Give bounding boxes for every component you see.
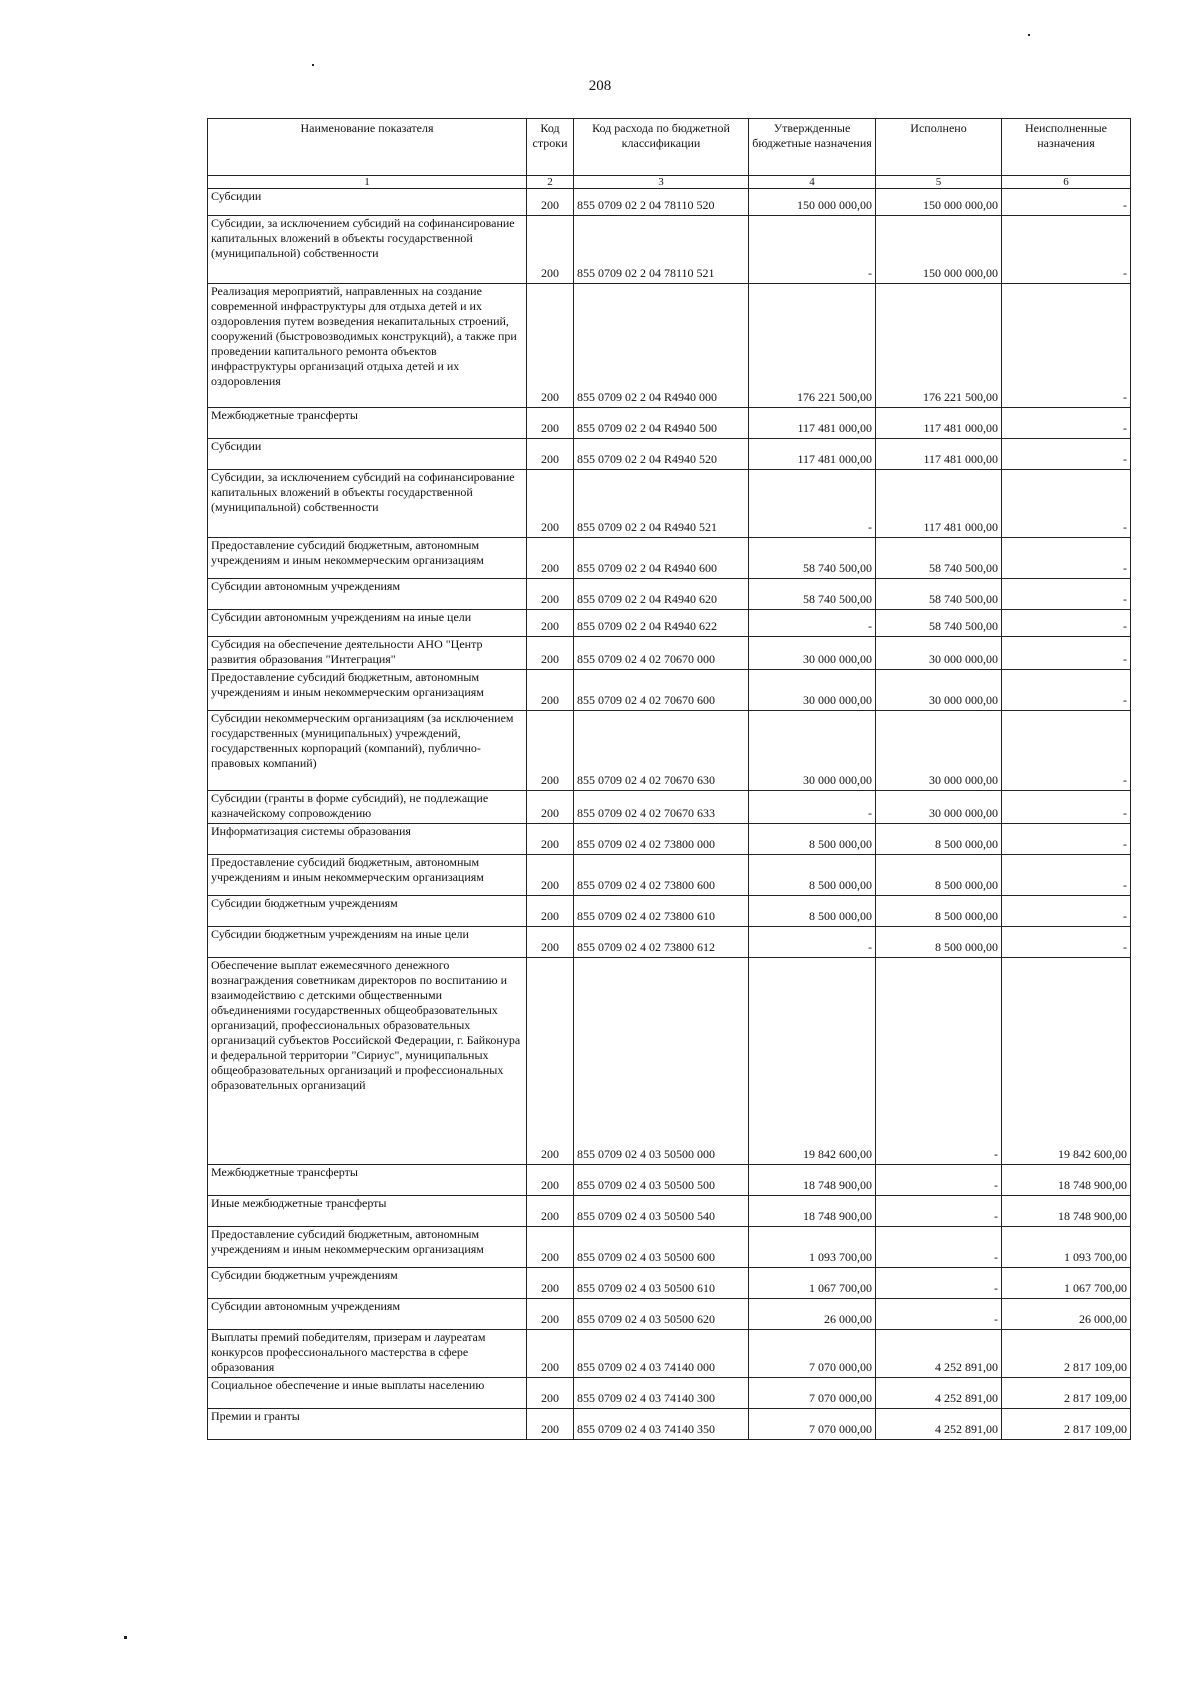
cell-name: Предоставление субсидий бюджетным, автономным учреждениям и иным некоммерческим организациям — [208, 538, 527, 579]
table-row — [208, 896, 1131, 927]
cell-executed: 4 252 891,00 — [876, 1330, 1002, 1378]
header-indicator-name: Наименование показателя — [208, 119, 527, 176]
cell-name: Выплаты премий победителям, призерам и лауреатам конкурсов профессионального мастерства в сфере образования — [208, 1330, 527, 1378]
cell-line: 200 — [527, 1268, 574, 1299]
cell-code: 855 0709 02 2 04 R4940 622 — [574, 610, 749, 637]
cell-line: 200 — [527, 855, 574, 896]
cell-name: Субсидии автономным учреждениям на иные цели — [208, 610, 527, 637]
cell-name: Предоставление субсидий бюджетным, автономным учреждениям и иным некоммерческим организациям — [208, 670, 527, 711]
cell-code: 855 0709 02 4 02 73800 610 — [574, 896, 749, 927]
table-row — [208, 189, 1131, 216]
cell-name: Субсидии, за исключением субсидий на софинансирование капитальных вложений в объекты государственной (муниципальной) собственности — [208, 216, 527, 284]
header-unexecuted: Неисполненные назначения — [1002, 119, 1131, 176]
cell-name: Субсидии бюджетным учреждениям на иные цели — [208, 927, 527, 958]
scan-speck — [1028, 34, 1030, 36]
cell-approved: 30 000 000,00 — [749, 711, 876, 791]
cell-code: 855 0709 02 4 03 50500 610 — [574, 1268, 749, 1299]
cell-approved: 7 070 000,00 — [749, 1378, 876, 1409]
cell-unexecuted: - — [1002, 927, 1131, 958]
cell-unexecuted: 2 817 109,00 — [1002, 1409, 1131, 1440]
cell-unexecuted: 18 748 900,00 — [1002, 1165, 1131, 1196]
cell-executed: 117 481 000,00 — [876, 439, 1002, 470]
cell-line: 200 — [527, 711, 574, 791]
cell-unexecuted: 2 817 109,00 — [1002, 1330, 1131, 1378]
table-row — [208, 1196, 1131, 1227]
cell-name: Субсидии автономным учреждениям — [208, 1299, 527, 1330]
cell-line: 200 — [527, 1196, 574, 1227]
header-approved: Утвержденные бюджетные назначения — [749, 119, 876, 176]
cell-approved: 8 500 000,00 — [749, 896, 876, 927]
cell-executed: - — [876, 958, 1002, 1165]
cell-executed: 58 740 500,00 — [876, 610, 1002, 637]
table-row — [208, 408, 1131, 439]
cell-name: Обеспечение выплат ежемесячного денежного вознаграждения советникам директоров по воспитанию и взаимодействию с детскими общественными объединениями государственных общеобразовательных организаций, профессиональных образовательных организаций субъектов Российской Федерации, г. Байконура и федеральной территории "Сириус", муниципальных общеобразовательных организаций и профессиональных образовательных организаций — [208, 958, 527, 1165]
cell-line: 200 — [527, 216, 574, 284]
table-row — [208, 1268, 1131, 1299]
table-row — [208, 791, 1131, 824]
table-row — [208, 470, 1131, 538]
cell-executed: 176 221 500,00 — [876, 284, 1002, 408]
cell-line: 200 — [527, 1330, 574, 1378]
budget-execution-table — [207, 118, 1131, 1440]
column-number: 4 — [749, 176, 876, 189]
cell-unexecuted: - — [1002, 637, 1131, 670]
cell-name: Межбюджетные трансферты — [208, 1165, 527, 1196]
cell-unexecuted: 1 093 700,00 — [1002, 1227, 1131, 1268]
cell-name: Субсидии — [208, 189, 527, 216]
cell-line: 200 — [527, 927, 574, 958]
cell-name: Субсидии автономным учреждениям — [208, 579, 527, 610]
cell-approved: 117 481 000,00 — [749, 408, 876, 439]
cell-unexecuted: - — [1002, 711, 1131, 791]
cell-name: Иные межбюджетные трансферты — [208, 1196, 527, 1227]
cell-unexecuted: 1 067 700,00 — [1002, 1268, 1131, 1299]
cell-name: Межбюджетные трансферты — [208, 408, 527, 439]
cell-unexecuted: - — [1002, 579, 1131, 610]
table-row — [208, 855, 1131, 896]
cell-code: 855 0709 02 4 03 74140 300 — [574, 1378, 749, 1409]
cell-approved: - — [749, 791, 876, 824]
cell-code: 855 0709 02 4 03 74140 350 — [574, 1409, 749, 1440]
cell-unexecuted: - — [1002, 670, 1131, 711]
cell-line: 200 — [527, 408, 574, 439]
cell-unexecuted: 18 748 900,00 — [1002, 1196, 1131, 1227]
page-number: 208 — [588, 78, 612, 94]
cell-unexecuted: 2 817 109,00 — [1002, 1378, 1131, 1409]
cell-name: Предоставление субсидий бюджетным, автономным учреждениям и иным некоммерческим организациям — [208, 1227, 527, 1268]
cell-approved: 18 748 900,00 — [749, 1165, 876, 1196]
cell-line: 200 — [527, 538, 574, 579]
cell-code: 855 0709 02 4 03 50500 540 — [574, 1196, 749, 1227]
cell-line: 200 — [527, 1409, 574, 1440]
column-number: 1 — [208, 176, 527, 189]
cell-unexecuted: - — [1002, 855, 1131, 896]
cell-line: 200 — [527, 958, 574, 1165]
cell-name: Информатизация системы образования — [208, 824, 527, 855]
scan-speck — [312, 64, 314, 66]
cell-line: 200 — [527, 670, 574, 711]
cell-unexecuted: - — [1002, 408, 1131, 439]
cell-code: 855 0709 02 4 02 70670 630 — [574, 711, 749, 791]
table-row — [208, 824, 1131, 855]
cell-code: 855 0709 02 2 04 R4940 000 — [574, 284, 749, 408]
cell-name: Предоставление субсидий бюджетным, автономным учреждениям и иным некоммерческим организациям — [208, 855, 527, 896]
cell-executed: 117 481 000,00 — [876, 408, 1002, 439]
cell-approved: 1 067 700,00 — [749, 1268, 876, 1299]
cell-code: 855 0709 02 4 02 73800 000 — [574, 824, 749, 855]
cell-executed: 150 000 000,00 — [876, 216, 1002, 284]
cell-name: Субсидии (гранты в форме субсидий), не подлежащие казначейскому сопровождению — [208, 791, 527, 824]
column-number: 2 — [527, 176, 574, 189]
cell-approved: 18 748 900,00 — [749, 1196, 876, 1227]
cell-code: 855 0709 02 4 02 70670 000 — [574, 637, 749, 670]
table-row — [208, 216, 1131, 284]
table-row — [208, 610, 1131, 637]
cell-executed: 4 252 891,00 — [876, 1378, 1002, 1409]
cell-code: 855 0709 02 4 02 70670 600 — [574, 670, 749, 711]
cell-line: 200 — [527, 896, 574, 927]
cell-code: 855 0709 02 2 04 R4940 521 — [574, 470, 749, 538]
table-row — [208, 439, 1131, 470]
cell-code: 855 0709 02 2 04 78110 521 — [574, 216, 749, 284]
cell-line: 200 — [527, 1299, 574, 1330]
cell-executed: 150 000 000,00 — [876, 189, 1002, 216]
table-row — [208, 1299, 1131, 1330]
header-line-code: Код строки — [527, 119, 574, 176]
cell-unexecuted: 19 842 600,00 — [1002, 958, 1131, 1165]
cell-approved: 7 070 000,00 — [749, 1330, 876, 1378]
cell-line: 200 — [527, 439, 574, 470]
cell-executed: - — [876, 1196, 1002, 1227]
cell-code: 855 0709 02 2 04 78110 520 — [574, 189, 749, 216]
cell-executed: - — [876, 1227, 1002, 1268]
cell-code: 855 0709 02 4 02 70670 633 — [574, 791, 749, 824]
cell-executed: 30 000 000,00 — [876, 637, 1002, 670]
cell-unexecuted: - — [1002, 470, 1131, 538]
cell-approved: 8 500 000,00 — [749, 855, 876, 896]
cell-approved: - — [749, 216, 876, 284]
table-body — [208, 189, 1131, 1440]
column-number: 3 — [574, 176, 749, 189]
cell-approved: 19 842 600,00 — [749, 958, 876, 1165]
cell-unexecuted: - — [1002, 896, 1131, 927]
cell-code: 855 0709 02 4 03 50500 500 — [574, 1165, 749, 1196]
cell-name: Реализация мероприятий, направленных на создание современной инфраструктуры для отдыха детей и их оздоровления путем возведения некапитальных строений, сооружений (быстровозводимых конструкций), а также при проведении капитального ремонта объектов инфраструктуры организаций отдыха детей и их оздоровления — [208, 284, 527, 408]
cell-line: 200 — [527, 824, 574, 855]
cell-line: 200 — [527, 284, 574, 408]
cell-code: 855 0709 02 4 02 73800 612 — [574, 927, 749, 958]
cell-approved: 30 000 000,00 — [749, 670, 876, 711]
cell-unexecuted: - — [1002, 439, 1131, 470]
cell-code: 855 0709 02 2 04 R4940 620 — [574, 579, 749, 610]
table-row — [208, 1227, 1131, 1268]
table-row — [208, 538, 1131, 579]
cell-executed: 58 740 500,00 — [876, 538, 1002, 579]
cell-executed: - — [876, 1299, 1002, 1330]
cell-unexecuted: - — [1002, 216, 1131, 284]
cell-line: 200 — [527, 637, 574, 670]
cell-line: 200 — [527, 1378, 574, 1409]
cell-name: Социальное обеспечение и иные выплаты населению — [208, 1378, 527, 1409]
cell-name: Субсидия на обеспечение деятельности АНО "Центр развития образования "Интеграция" — [208, 637, 527, 670]
cell-code: 855 0709 02 4 02 73800 600 — [574, 855, 749, 896]
cell-approved: 117 481 000,00 — [749, 439, 876, 470]
cell-line: 200 — [527, 189, 574, 216]
cell-executed: 30 000 000,00 — [876, 670, 1002, 711]
cell-approved: 7 070 000,00 — [749, 1409, 876, 1440]
cell-executed: 8 500 000,00 — [876, 855, 1002, 896]
cell-unexecuted: - — [1002, 824, 1131, 855]
cell-executed: - — [876, 1268, 1002, 1299]
table-row — [208, 1409, 1131, 1440]
cell-approved: 26 000,00 — [749, 1299, 876, 1330]
cell-name: Субсидии некоммерческим организациям (за исключением государственных (муниципальных) учреждений, государственных корпораций (компаний), публично-правовых компаний) — [208, 711, 527, 791]
cell-approved: 8 500 000,00 — [749, 824, 876, 855]
cell-code: 855 0709 02 4 03 50500 620 — [574, 1299, 749, 1330]
cell-approved: - — [749, 470, 876, 538]
table-header-row — [208, 119, 1131, 176]
cell-executed: 58 740 500,00 — [876, 579, 1002, 610]
header-budget-code: Код расхода по бюджетной классификации — [574, 119, 749, 176]
cell-unexecuted: - — [1002, 189, 1131, 216]
cell-executed: - — [876, 1165, 1002, 1196]
cell-executed: 4 252 891,00 — [876, 1409, 1002, 1440]
scan-speck — [124, 1636, 127, 1639]
cell-line: 200 — [527, 470, 574, 538]
cell-name: Премии и гранты — [208, 1409, 527, 1440]
table-row — [208, 1330, 1131, 1378]
cell-code: 855 0709 02 4 03 50500 000 — [574, 958, 749, 1165]
cell-name: Субсидии — [208, 439, 527, 470]
cell-approved: - — [749, 610, 876, 637]
cell-approved: 1 093 700,00 — [749, 1227, 876, 1268]
table-row — [208, 711, 1131, 791]
table-row — [208, 579, 1131, 610]
cell-unexecuted: - — [1002, 610, 1131, 637]
cell-approved: 176 221 500,00 — [749, 284, 876, 408]
table-row — [208, 284, 1131, 408]
cell-unexecuted: - — [1002, 284, 1131, 408]
cell-line: 200 — [527, 1227, 574, 1268]
cell-name: Субсидии, за исключением субсидий на софинансирование капитальных вложений в объекты государственной (муниципальной) собственности — [208, 470, 527, 538]
cell-executed: 117 481 000,00 — [876, 470, 1002, 538]
cell-code: 855 0709 02 2 04 R4940 600 — [574, 538, 749, 579]
cell-line: 200 — [527, 610, 574, 637]
cell-unexecuted: 26 000,00 — [1002, 1299, 1131, 1330]
cell-line: 200 — [527, 1165, 574, 1196]
cell-line: 200 — [527, 791, 574, 824]
cell-code: 855 0709 02 2 04 R4940 520 — [574, 439, 749, 470]
cell-approved: 58 740 500,00 — [749, 579, 876, 610]
cell-executed: 30 000 000,00 — [876, 711, 1002, 791]
header-executed: Исполнено — [876, 119, 1002, 176]
cell-executed: 8 500 000,00 — [876, 824, 1002, 855]
column-number: 5 — [876, 176, 1002, 189]
table-row — [208, 927, 1131, 958]
column-number: 6 — [1002, 176, 1131, 189]
cell-approved: 58 740 500,00 — [749, 538, 876, 579]
table-row — [208, 958, 1131, 1165]
cell-unexecuted: - — [1002, 791, 1131, 824]
table-row — [208, 1378, 1131, 1409]
cell-unexecuted: - — [1002, 538, 1131, 579]
cell-executed: 8 500 000,00 — [876, 896, 1002, 927]
cell-code: 855 0709 02 2 04 R4940 500 — [574, 408, 749, 439]
cell-approved: - — [749, 927, 876, 958]
table-row — [208, 637, 1131, 670]
cell-executed: 8 500 000,00 — [876, 927, 1002, 958]
cell-executed: 30 000 000,00 — [876, 791, 1002, 824]
cell-approved: 30 000 000,00 — [749, 637, 876, 670]
cell-approved: 150 000 000,00 — [749, 189, 876, 216]
cell-line: 200 — [527, 579, 574, 610]
table-row — [208, 1165, 1131, 1196]
cell-code: 855 0709 02 4 03 74140 000 — [574, 1330, 749, 1378]
cell-name: Субсидии бюджетным учреждениям — [208, 896, 527, 927]
column-number-row — [208, 176, 1131, 189]
cell-code: 855 0709 02 4 03 50500 600 — [574, 1227, 749, 1268]
table-row — [208, 670, 1131, 711]
cell-name: Субсидии бюджетным учреждениям — [208, 1268, 527, 1299]
